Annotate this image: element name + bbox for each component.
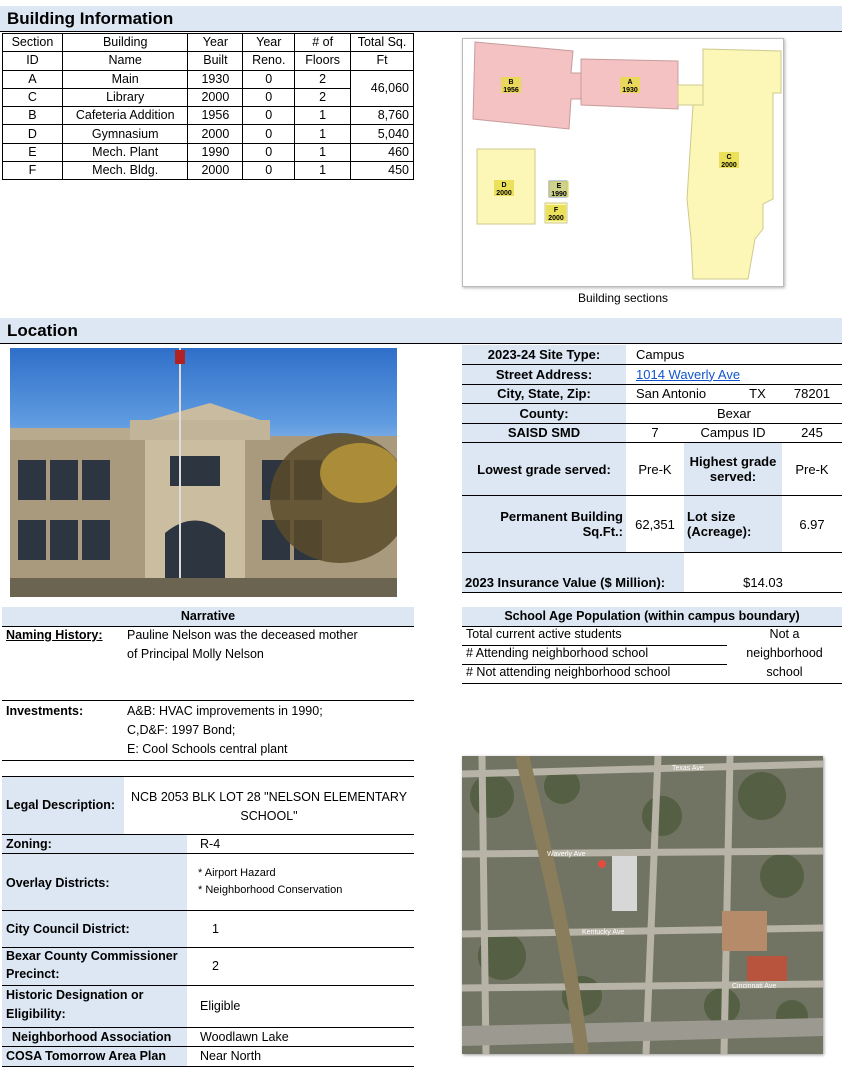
year-reno: 0 — [243, 162, 295, 180]
map-label-a-id: A — [627, 79, 633, 86]
total-sqft: 8,760 — [351, 107, 414, 125]
city-label: City, State, Zip: — [462, 384, 626, 404]
table-row — [3, 162, 414, 180]
grade-row — [462, 443, 842, 496]
legal-description-label: Legal Description: — [6, 798, 116, 812]
col-header: ID — [3, 52, 63, 70]
col-header: # of — [295, 34, 351, 52]
insurance-row — [462, 553, 842, 593]
map-label-e-year: 1990 — [551, 191, 567, 198]
map-label-e-id: E — [556, 183, 562, 190]
building-name: Cafeteria Addition — [62, 107, 188, 125]
building-sections-map — [462, 38, 784, 287]
floors: 2 — [295, 70, 351, 88]
building-name: Gymnasium — [62, 125, 188, 143]
table-row — [3, 125, 414, 143]
table-header-row — [3, 34, 414, 52]
commissioner-value: 2 — [212, 959, 219, 973]
highest-grade-label: Highest grade served: — [684, 443, 782, 496]
smd-row — [462, 423, 842, 443]
map-label-d-id: D — [501, 182, 507, 189]
city-council-value: 1 — [212, 922, 219, 936]
sqft-row — [462, 496, 842, 553]
building-info-header — [0, 6, 842, 32]
col-header: Reno. — [243, 52, 295, 70]
year-built: 2000 — [188, 88, 243, 106]
year-built: 1956 — [188, 107, 243, 125]
population-note-line-3: school — [766, 665, 803, 679]
population-row-attending: # Attending neighborhood school — [466, 646, 649, 660]
neighborhood-label: Neighborhood Association — [12, 1030, 172, 1044]
col-header: Floors — [295, 52, 351, 70]
perm-sqft-value: 62,351 — [626, 496, 684, 553]
neighborhood-value: Woodlawn Lake — [200, 1030, 289, 1044]
population-note-line-1: Not a — [769, 627, 800, 641]
zoning-label: Zoning: — [6, 837, 52, 851]
naming-history-line-2: of Principal Molly Nelson — [127, 647, 264, 661]
county-label: County: — [462, 404, 626, 424]
building-info-title: Building Information — [7, 9, 174, 28]
col-header: Building — [62, 34, 188, 52]
total-sqft: 46,060 — [351, 70, 414, 107]
col-header: Year — [243, 34, 295, 52]
building-b-shape — [473, 42, 581, 129]
street-label: Street Address: — [462, 365, 626, 385]
col-header: Year — [188, 34, 243, 52]
year-reno: 0 — [243, 88, 295, 106]
year-built: 1930 — [188, 70, 243, 88]
commissioner-label-line-2: Precinct: — [6, 967, 60, 981]
school-photo-svg — [10, 348, 397, 597]
map-label-a-year: 1930 — [622, 87, 638, 94]
city-value: San Antonio — [636, 386, 707, 402]
building-name: Mech. Plant — [62, 143, 188, 161]
map-label-b-year: 1956 — [503, 87, 519, 94]
investments-line-1: A&B: HVAC improvements in 1990; — [127, 704, 323, 718]
map-label-f-id: F — [553, 207, 559, 214]
overlay-line-2: * Neighborhood Conservation — [198, 884, 343, 896]
overlay-districts-label: Overlay Districts: — [6, 876, 110, 890]
table-header-row — [3, 52, 414, 70]
table-row — [3, 107, 414, 125]
county-value: Bexar — [626, 404, 842, 424]
table-row — [3, 143, 414, 161]
cosa-plan-label: COSA Tomorrow Area Plan — [6, 1049, 166, 1063]
lot-size-label: Lot size (Acreage): — [684, 496, 782, 553]
city-council-label: City Council District: — [6, 922, 130, 936]
total-sqft: 460 — [351, 143, 414, 161]
section-id: F — [3, 162, 63, 180]
aerial-street-waverly: Waverly Ave — [547, 851, 586, 858]
total-sqft: 5,040 — [351, 125, 414, 143]
lowest-grade-value: Pre-K — [626, 443, 684, 496]
location-pin-icon — [598, 860, 606, 868]
state-value: TX — [749, 386, 766, 402]
building-name: Mech. Bldg. — [62, 162, 188, 180]
population-note-line-2: neighborhood — [746, 646, 823, 660]
population-row-total: Total current active students — [466, 627, 622, 641]
floors: 1 — [295, 125, 351, 143]
year-reno: 0 — [243, 107, 295, 125]
lot-size-value: 6.97 — [782, 496, 842, 553]
year-built: 1990 — [188, 143, 243, 161]
naming-history-label: Naming History: — [6, 628, 103, 642]
map-label-f-year: 2000 — [548, 215, 564, 222]
investments-line-3: E: Cool Schools central plant — [127, 742, 288, 756]
commissioner-label-line-1: Bexar County Commissioner — [6, 949, 178, 963]
map-label-c-id: C — [726, 154, 732, 161]
col-header: Total Sq. — [351, 34, 414, 52]
map-caption: Building sections — [577, 291, 669, 305]
investments-label: Investments: — [6, 704, 84, 718]
map-label-d-year: 2000 — [496, 190, 512, 197]
section-id: B — [3, 107, 63, 125]
perm-sqft-label: Permanent Building Sq.Ft.: — [462, 496, 626, 553]
location-header — [0, 318, 842, 344]
year-reno: 0 — [243, 70, 295, 88]
naming-history-line-1: Pauline Nelson was the deceased mother — [127, 628, 358, 642]
county-row — [462, 404, 842, 424]
floors: 1 — [295, 162, 351, 180]
connector-shape — [678, 85, 703, 105]
col-header: Built — [188, 52, 243, 70]
insurance-value: $14.03 — [684, 553, 842, 593]
year-reno: 0 — [243, 143, 295, 161]
site-type-value: Campus — [626, 345, 842, 365]
building-name: Main — [62, 70, 188, 88]
section-id: E — [3, 143, 63, 161]
historic-label-line-1: Historic Designation or — [6, 988, 144, 1002]
site-info-table — [462, 345, 842, 593]
historic-label-line-2: Eligibility: — [6, 1007, 66, 1021]
highest-grade-value: Pre-K — [782, 443, 842, 496]
investments-line-2: C,D&F: 1997 Bond; — [127, 723, 236, 737]
floors: 2 — [295, 88, 351, 106]
year-built: 2000 — [188, 125, 243, 143]
col-header: Ft — [351, 52, 414, 70]
building-sections-svg — [463, 39, 785, 288]
aerial-street-cincinnati: Cincinnati Ave — [732, 983, 777, 990]
population-header: School Age Population (within campus boundary) — [462, 607, 842, 626]
aerial-street-kentucky: Kentucky Ave — [582, 929, 625, 936]
building-table — [2, 33, 414, 180]
year-reno: 0 — [243, 125, 295, 143]
historic-value: Eligible — [200, 999, 241, 1013]
total-sqft: 450 — [351, 162, 414, 180]
city-row — [462, 384, 842, 404]
insurance-label: 2023 Insurance Value ($ Million): — [462, 553, 684, 593]
aerial-street-texas: Texas Ave — [672, 765, 704, 772]
legal-description-line-1: NCB 2053 BLK LOT 28 "NELSON ELEMENTARY — [130, 790, 408, 804]
street-row — [462, 365, 842, 385]
overlay-line-1: * Airport Hazard — [198, 867, 276, 879]
col-header: Name — [62, 52, 188, 70]
map-label-b-id: B — [508, 79, 514, 86]
col-header: Section — [3, 34, 63, 52]
campus-id-label: Campus ID — [684, 423, 782, 443]
population-row-not-attending: # Not attending neighborhood school — [466, 665, 671, 679]
campus-id-value: 245 — [782, 423, 842, 443]
cosa-plan-value: Near North — [200, 1049, 262, 1063]
floors: 1 — [295, 143, 351, 161]
site-type-row — [462, 345, 842, 365]
table-row — [3, 70, 414, 88]
smd-label: SAISD SMD — [462, 423, 626, 443]
school-photo — [10, 348, 397, 597]
year-built: 2000 — [188, 162, 243, 180]
legal-description-line-2: SCHOOL" — [240, 809, 298, 823]
site-type-label: 2023-24 Site Type: — [462, 345, 626, 365]
floors: 1 — [295, 107, 351, 125]
zoning-value: R-4 — [200, 837, 221, 851]
building-name: Library — [62, 88, 188, 106]
aerial-map — [462, 756, 823, 1054]
section-id: D — [3, 125, 63, 143]
zip-value: 78201 — [782, 384, 842, 404]
street-address-link[interactable]: 1014 Waverly Ave — [636, 366, 741, 382]
location-title: Location — [7, 321, 78, 340]
lowest-grade-label: Lowest grade served: — [462, 443, 626, 496]
smd-value: 7 — [626, 423, 684, 443]
section-id: C — [3, 88, 63, 106]
map-label-c-year: 2000 — [721, 162, 737, 169]
aerial-map-svg — [462, 756, 823, 1054]
narrative-header: Narrative — [2, 607, 414, 626]
section-id: A — [3, 70, 63, 88]
